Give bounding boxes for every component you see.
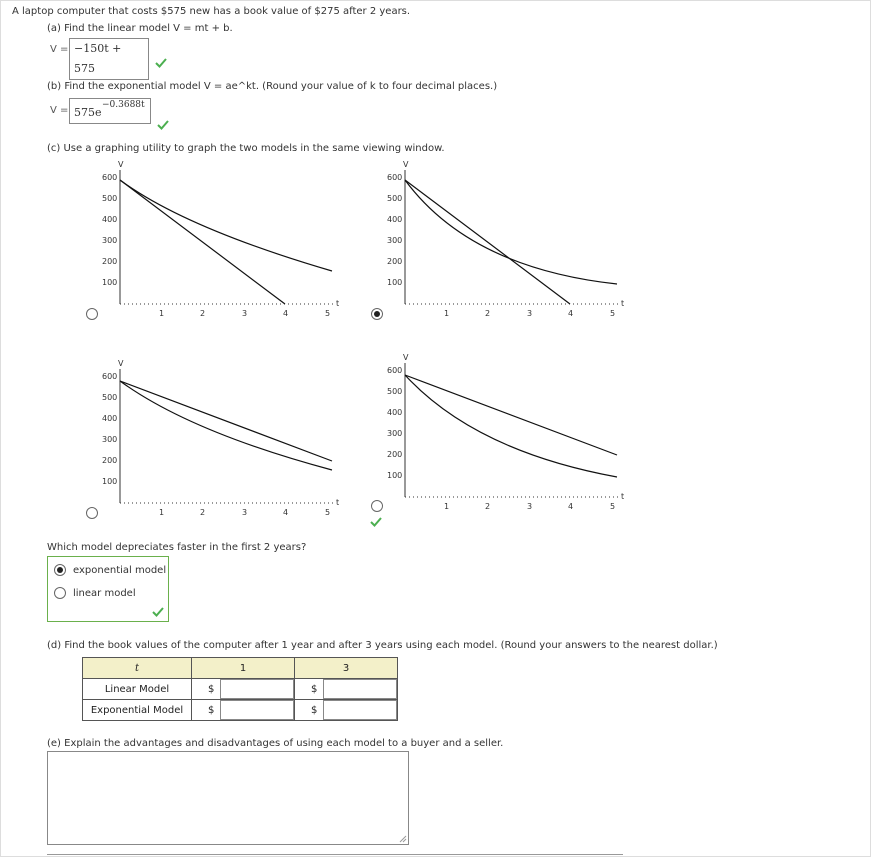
check-icon xyxy=(152,607,164,617)
table-row xyxy=(83,700,398,721)
part-b-answer-exponent: −0.3688t xyxy=(102,100,145,110)
part-a-prompt: (a) Find the linear model V = mt + b. xyxy=(47,23,233,34)
explanation-textarea[interactable] xyxy=(47,751,409,845)
svg-text:V: V xyxy=(403,353,409,362)
dollar-sign: $ xyxy=(311,683,318,695)
svg-text:5: 5 xyxy=(325,309,331,318)
svg-text:300: 300 xyxy=(102,435,118,444)
svg-text:400: 400 xyxy=(387,408,403,417)
svg-text:V: V xyxy=(118,359,124,368)
svg-text:t: t xyxy=(621,299,625,308)
part-d-prompt: (d) Find the book values of the computer after 1 year and after 3 years using each model. (Round your answers to the nearest dollar.) xyxy=(47,640,718,651)
svg-text:4: 4 xyxy=(283,309,289,318)
check-icon xyxy=(370,517,382,527)
svg-text:100: 100 xyxy=(102,278,118,287)
svg-text:5: 5 xyxy=(325,508,331,517)
graph-option-2-radio[interactable] xyxy=(371,308,383,320)
svg-text:1: 1 xyxy=(159,508,165,517)
svg-text:500: 500 xyxy=(387,194,403,203)
svg-text:t: t xyxy=(336,498,340,507)
svg-text:100: 100 xyxy=(387,471,403,480)
svg-text:500: 500 xyxy=(387,387,403,396)
linear-t1-input[interactable] xyxy=(220,679,294,699)
graph-option-2 xyxy=(375,158,635,323)
svg-text:3: 3 xyxy=(527,502,533,511)
part-b-prompt: (b) Find the exponential model V = ae^kt. (Round your value of k to four decimal places.) xyxy=(47,81,498,92)
svg-text:1: 1 xyxy=(444,309,450,318)
svg-text:1: 1 xyxy=(444,502,450,511)
graph-option-3-radio[interactable] xyxy=(86,507,98,519)
dollar-sign: $ xyxy=(311,704,318,716)
svg-text:1: 1 xyxy=(159,309,165,318)
svg-text:400: 400 xyxy=(387,215,403,224)
svg-text:t: t xyxy=(621,492,625,501)
svg-text:4: 4 xyxy=(568,309,574,318)
depreciation-question: Which model depreciates faster in the first 2 years? xyxy=(47,542,307,553)
choice-exponential-radio[interactable] xyxy=(54,564,66,576)
svg-text:4: 4 xyxy=(283,508,289,517)
svg-text:2: 2 xyxy=(200,508,206,517)
svg-text:5: 5 xyxy=(610,502,616,511)
dollar-sign: $ xyxy=(208,683,215,695)
svg-text:400: 400 xyxy=(102,414,118,423)
svg-text:300: 300 xyxy=(387,236,403,245)
table-header-1: 1 xyxy=(192,658,295,679)
row-label-linear: Linear Model xyxy=(83,679,192,700)
part-b-answer[interactable] xyxy=(69,98,151,124)
book-value-table xyxy=(82,657,398,721)
table-header-3: 3 xyxy=(295,658,398,679)
svg-text:200: 200 xyxy=(387,450,403,459)
part-b-var: V = xyxy=(50,105,69,116)
svg-text:500: 500 xyxy=(102,194,118,203)
check-icon xyxy=(157,120,169,130)
svg-text:V: V xyxy=(403,160,409,169)
svg-text:5: 5 xyxy=(610,309,616,318)
part-a-answer[interactable]: −150t + 575 xyxy=(69,38,149,80)
svg-text:100: 100 xyxy=(102,477,118,486)
svg-text:3: 3 xyxy=(527,309,533,318)
exponential-t1-input[interactable] xyxy=(220,700,294,720)
choice-linear-radio[interactable] xyxy=(54,587,66,599)
part-a-var: V = xyxy=(50,44,69,55)
part-e-prompt: (e) Explain the advantages and disadvantages of using each model to a buyer and a seller. xyxy=(47,738,504,749)
svg-text:3: 3 xyxy=(242,508,248,517)
choice-linear-label[interactable]: linear model xyxy=(73,588,136,599)
svg-text:2: 2 xyxy=(485,502,491,511)
dollar-sign: $ xyxy=(208,704,215,716)
choice-exponential-label[interactable]: exponential model xyxy=(73,565,167,576)
svg-text:2: 2 xyxy=(485,309,491,318)
graph-option-4-radio[interactable] xyxy=(371,500,383,512)
graph-option-1 xyxy=(90,158,350,323)
svg-text:200: 200 xyxy=(102,456,118,465)
table-header-t: t xyxy=(83,658,192,679)
svg-text:100: 100 xyxy=(387,278,403,287)
table-row xyxy=(83,679,398,700)
exponential-t3-input[interactable] xyxy=(323,700,397,720)
graph-option-1-radio[interactable] xyxy=(86,308,98,320)
row-label-exponential: Exponential Model xyxy=(83,700,192,721)
resize-grip-icon[interactable] xyxy=(399,835,407,843)
svg-text:300: 300 xyxy=(102,236,118,245)
svg-text:600: 600 xyxy=(102,173,118,182)
svg-text:200: 200 xyxy=(387,257,403,266)
svg-text:600: 600 xyxy=(387,173,403,182)
svg-text:2: 2 xyxy=(200,309,206,318)
problem-statement: A laptop computer that costs $575 new has a book value of $275 after 2 years. xyxy=(12,6,411,17)
svg-text:200: 200 xyxy=(102,257,118,266)
check-icon xyxy=(155,58,167,68)
svg-text:500: 500 xyxy=(102,393,118,402)
part-b-answer-base: 575e xyxy=(74,106,102,119)
svg-text:3: 3 xyxy=(242,309,248,318)
svg-text:300: 300 xyxy=(387,429,403,438)
graph-option-3 xyxy=(90,357,350,522)
graph-option-4 xyxy=(375,351,635,516)
linear-t3-input[interactable] xyxy=(323,679,397,699)
svg-text:4: 4 xyxy=(568,502,574,511)
y-axis-label: V xyxy=(118,160,124,169)
svg-text:400: 400 xyxy=(102,215,118,224)
svg-text:600: 600 xyxy=(387,366,403,375)
bottom-divider xyxy=(47,854,623,855)
x-axis-label: t xyxy=(336,299,340,308)
svg-text:600: 600 xyxy=(102,372,118,381)
part-c-prompt: (c) Use a graphing utility to graph the two models in the same viewing window. xyxy=(47,143,445,154)
